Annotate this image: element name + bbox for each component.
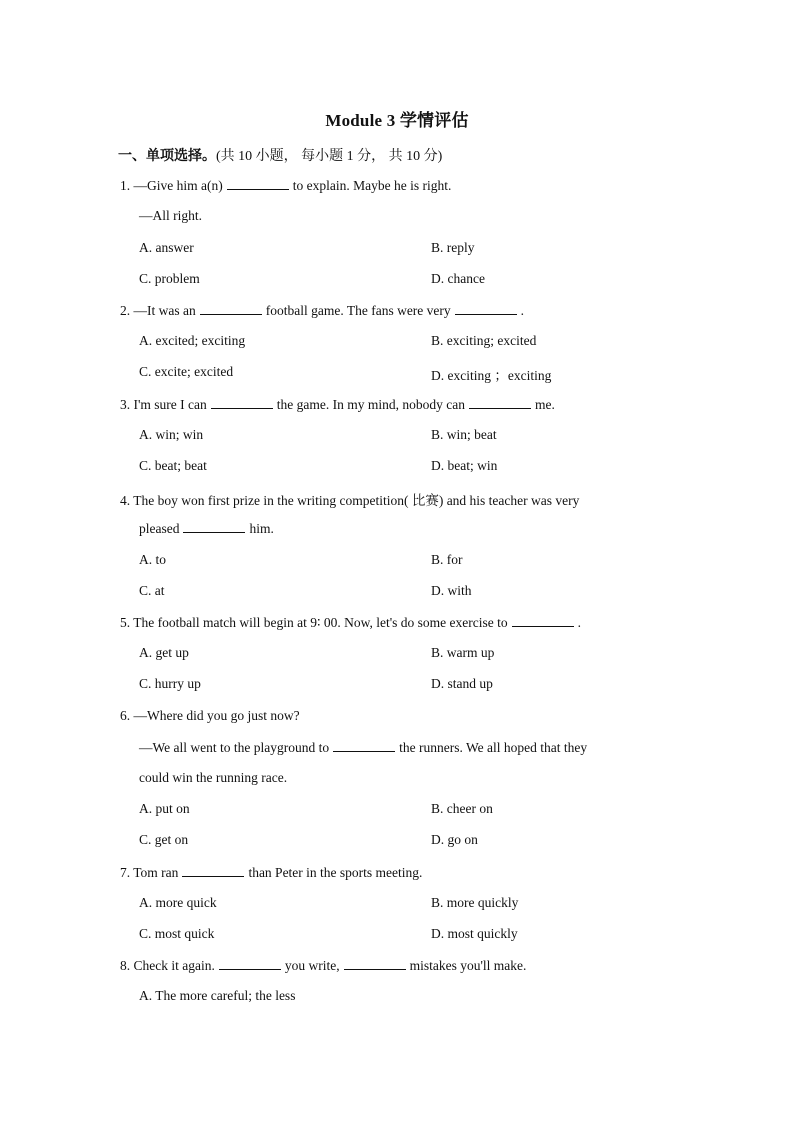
question-4-continued — [139, 520, 274, 537]
section-heading-label: 一、单项选择。 — [118, 149, 216, 164]
answer-blank — [469, 396, 531, 409]
option-d: D. beat; win — [431, 458, 498, 473]
question-7-text-a: 7. Tom ran — [120, 865, 179, 880]
question-8 — [120, 957, 526, 974]
question-4: 4. The boy won first prize in the writing competition( 比赛) and his teacher was very — [120, 493, 580, 508]
option-b: B. exciting; excited — [431, 333, 537, 348]
option-a: A. answer — [139, 240, 194, 255]
section-heading — [118, 145, 442, 165]
page-title: Module 3 学情评估 — [325, 111, 469, 130]
question-1-reply: —All right. — [139, 208, 202, 223]
answer-blank — [227, 177, 289, 190]
question-1-text-a: 1. —Give him a(n) — [120, 178, 223, 193]
answer-blank — [183, 520, 245, 533]
question-5-text-a: 5. The football match will begin at 9∶ 00. Now, let's do some exercise to — [120, 615, 508, 630]
question-6-text-b: —We all went to the playground to — [139, 740, 330, 755]
question-6: 6. —Where did you go just now? — [120, 708, 300, 723]
answer-blank — [455, 302, 517, 315]
question-3-text-b: the game. In my mind, nobody can — [276, 397, 465, 412]
question-2 — [120, 302, 524, 319]
option-c: C. most quick — [139, 926, 215, 941]
option-c: C. beat; beat — [139, 458, 207, 473]
option-a: A. put on — [139, 801, 190, 816]
question-3-text-c: me. — [535, 397, 555, 412]
question-3 — [120, 396, 555, 413]
answer-blank — [200, 302, 262, 315]
question-2-text-a: 2. —It was an — [120, 303, 196, 318]
option-c: C. excite; excited — [139, 364, 234, 379]
option-b: B. win; beat — [431, 427, 497, 442]
option-b: B. reply — [431, 240, 475, 255]
question-8-text-b: you write, — [284, 958, 340, 973]
question-7-text-b: than Peter in the sports meeting. — [248, 865, 423, 880]
option-a: A. get up — [139, 645, 189, 660]
answer-blank — [344, 957, 406, 970]
question-5-text-b: . — [577, 615, 581, 630]
question-1-text-b: to explain. Maybe he is right. — [292, 178, 452, 193]
option-b: B. warm up — [431, 645, 495, 660]
question-2-text-c: . — [520, 303, 525, 318]
option-b: B. more quickly — [431, 895, 519, 910]
option-d: D. with — [431, 583, 472, 598]
question-8-text-a: 8. Check it again. — [120, 958, 215, 973]
option-a: A. more quick — [139, 895, 217, 910]
option-d: D. chance — [431, 271, 485, 286]
answer-blank — [182, 864, 244, 877]
section-note: (共 10 小题， 每小题 1 分， 共 10 分) — [216, 149, 443, 164]
question-4-text-b: pleased — [139, 521, 180, 536]
question-8-text-c: mistakes you'll make. — [409, 958, 527, 973]
option-c: C. at — [139, 583, 165, 598]
option-d: D. exciting ；exciting — [431, 368, 552, 383]
option-b: B. cheer on — [431, 801, 493, 816]
option-a: A. The more careful; the less — [139, 988, 296, 1003]
question-6-text-c: the runners. We all hoped that they — [399, 740, 588, 755]
option-a: A. win; win — [139, 427, 204, 442]
option-a: A. excited; exciting — [139, 333, 246, 348]
option-d: D. go on — [431, 832, 478, 847]
option-a: A. to — [139, 552, 166, 567]
option-c: C. problem — [139, 271, 200, 286]
option-b: B. for — [431, 552, 463, 567]
question-6-continued: could win the running race. — [139, 770, 288, 785]
question-6-reply — [139, 739, 587, 756]
question-1 — [120, 177, 451, 194]
question-7 — [120, 864, 422, 881]
option-c: C. hurry up — [139, 676, 201, 691]
option-d: D. stand up — [431, 676, 493, 691]
question-5 — [120, 614, 581, 631]
question-3-text-a: 3. I'm sure I can — [120, 397, 207, 412]
answer-blank — [512, 614, 574, 627]
option-d: D. most quickly — [431, 926, 518, 941]
answer-blank — [219, 957, 281, 970]
answer-blank — [333, 739, 395, 752]
option-c: C. get on — [139, 832, 189, 847]
question-2-text-b: football game. The fans were very — [265, 303, 451, 318]
question-4-text-c: him. — [249, 521, 274, 536]
answer-blank — [211, 396, 273, 409]
